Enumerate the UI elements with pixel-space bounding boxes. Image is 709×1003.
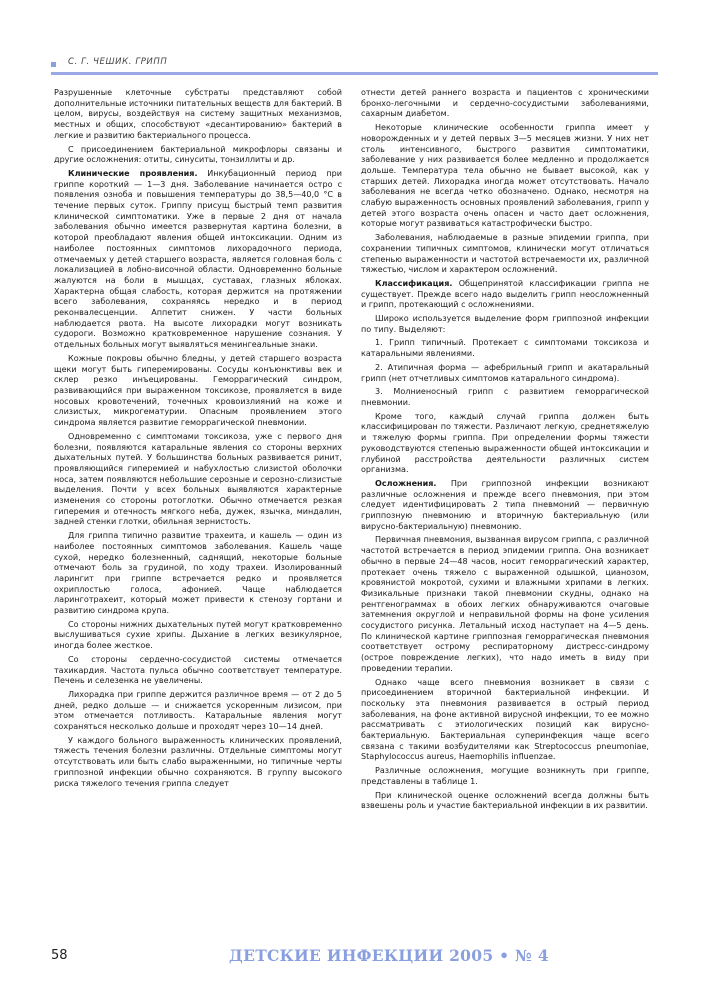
paragraph: Однако чаще всего пневмония возникает в связи с присоединением вторичной бактериальной инфекции. И поскольку эта пневмония развивается в острый период заболевания, на фоне активной вирусной инфекции, то ее можно рассматривать с этиологических позиций как вирусно-бактериальную. Бактериальная суперинфекция чаще всего связана с такими возбудителями как Streptococcus pneumoniae, Staphylococcus aureus, Haemophilis influenzae.	[361, 677, 649, 762]
paragraph: Лихорадка при гриппе держится различное время — от 2 до 5 дней, редко дольше — и снижается ускоренным лизисом, при этом отмечается потливость. Катаральные явления могут сохраняться несколько дольше и проходят через 10—14 дней.	[54, 689, 342, 732]
paragraph: Широко используется выделение форм гриппозной инфекции по типу. Выделяют:	[361, 314, 649, 334]
right-column	[361, 88, 649, 815]
paragraph: Заболевания, наблюдаемые в разные эпидемии гриппа, при сохранении типичных симптомов, клинически могут отличаться степенью выраженности и частотой встречаемости их, различной тяжестью, числом и характером осложнений.	[361, 233, 649, 275]
square-bullet-icon	[51, 62, 56, 67]
runin-heading: Клинические проявления.	[68, 168, 198, 178]
page-footer	[51, 948, 658, 968]
running-title: С. Г. ЧЕШИК. ГРИПП	[68, 57, 168, 67]
paragraph-complications: Осложнения. При гриппозной инфекции возникают различные осложнения и прежде всего пневмония, при этом следует идентифицировать 2 типа пневмоний — первичную гриппозную пневмонию и вторичную бактериальную (или вирусно-бактериальную) пневмонию.	[361, 478, 649, 531]
paragraph: Некоторые клинические особенности гриппа имеет у новорожденных и у детей первых 3—5 месяцев жизни. У них нет столь интенсивного, быстрого развития симптоматики, заболевание у них развивается более медленно и продолжается дольше. Температура тела обычно не бывает высокой, как у старших детей. Лихорадка иногда может отсутствовать. Начало заболевания не всегда четко обозначено. Однако, несмотря на слабую выраженность основных проявлений заболевания, грипп у детей этого возраста очень опасен и часто дает осложнения, которые могут развиваться катастрофически быстро.	[361, 123, 649, 229]
list-item: 3. Молниеносный грипп с развитием геморрагической пневмонии.	[361, 387, 649, 407]
left-column	[54, 88, 342, 792]
paragraph: У каждого больного выраженность клинических проявлений, тяжесть течения болезни различны. Отдельные симптомы могут отсутствовать или быть слабо выраженными, но типичные черты гриппозной инфекции обычно сохраняются. В группу высокого риска тяжелого течения гриппа следует	[54, 735, 342, 788]
paragraph: Со стороны сердечно-сосудистой системы отмечается тахикардия. Частота пульса обычно соответствует температуре. Печень и селезенка не увеличены.	[54, 654, 342, 686]
paragraph-classification: Классификация. Общепринятой классификации гриппа не существует. Прежде всего надо выделить грипп неосложненный и грипп, протекающий с осложнениями.	[361, 278, 649, 310]
paragraph: отнести детей раннего возраста и пациентов с хроническими бронхо-легочными и сердечно-сосудистыми заболеваниями, сахарным диабетом.	[361, 88, 649, 119]
paragraph: Различные осложнения, могущие возникнуть при гриппе, представлены в таблице 1.	[361, 766, 649, 786]
paragraph: Разрушенные клеточные субстраты представляют собой дополнительные источники питательных веществ для бактерий. В целом, вирусы, воздействуя на систему защитных механизмов, местных и общих, способствуют «десантированию» бактерий в легкие и развитию бактериального процесса.	[54, 88, 343, 140]
paragraph: Одновременно с симптомами токсикоза, уже с первого дня болезни, появляются катаральные явления со стороны верхних дыхательных путей. У большинства больных развивается ринит, проявляющийся гиперемией и набухлостью слизистой оболочки носа, затем появляются небольшие серозные и серозно-слизистые выделения. Почти у всех больных выявляются характерные изменения со стороны ротоглотки. Обычно отмечается резкая гиперемия и отечность мягкого неба, дужек, язычка, миндалин, задней стенки глотки, обильная зернистость.	[54, 431, 342, 527]
page-number: 58	[51, 948, 68, 963]
paragraph: Первичная пневмония, вызванная вирусом гриппа, с различной частотой встречается в период эпидемии гриппа. Она возникает обычно в первые 24—48 часов, носит геморрагический характер, протекает очень тяжело с выраженной одышкой, цианозом, кровянистой мокротой, сухими и влажными хрипами в легких. Физикальные признаки такой пневмонии скудны, однако на рентгенограммах в обоих легких обнаруживаются очаговые затемнения округлой и неправильной формы на фоне усиления сосудистого рисунка. Летальный исход наступает на 4—5 день. По клинической картине гриппозная геморрагическая пневмония соответствует острому респираторному дистресс-синдрому (острое повреждение легких), что надо иметь в виду при проведении терапии.	[361, 535, 649, 673]
paragraph: Кожные покровы обычно бледны, у детей старшего возраста щеки могут быть гиперемированы. Сосуды конъюнктивы век и склер резко инъецированы. Геморрагический синдром, развивающийся при выраженном токсикозе, проявляется в виде носовых кровотечений, точечных кровоизлияний на коже и слизистых, микрогематурии. Опасным проявлением этого синдрома является развитие геморрагической пневмонии.	[54, 353, 342, 428]
journal-title: ДЕТСКИЕ ИНФЕКЦИИ 2005 • № 4	[229, 946, 549, 965]
paragraph: Для гриппа типично развитие трахеита, и кашель — один из наиболее постоянных симптомов заболевания. Кашель чаще сухой, нередко болезненный, саднящий, некоторые больные отмечают боль за грудиной, по ходу трахеи. Изолированный ларингит при гриппе встречается редко и проявляется охриплостью голоса, афонией. Чаще наблюдается ларинготрахеит, который может привести к стенозу гортани и развитию синдрома крупа.	[54, 531, 342, 616]
runin-heading: Классификация.	[375, 278, 453, 288]
header-rule	[51, 72, 658, 75]
paragraph-clinical: Клинические проявления. Инкубационный период при гриппе короткий — 1—3 дня. Заболевание начинается остро с появления озноба и повышения температуры до 38,5—40,0 °С в течение первых суток. Гриппу присущ быстрый темп развития клинической симптоматики. Уже в первые 2 дня от начала заболевания обычно имеется развернутая картина болезни, в которой преобладают явления общей интоксикации. Одним из наиболее постоянных симптомов лихорадочного периода, отмечаемых у детей старшего возраста, является головная боль с локализацией в лобно-височной области. Одновременно больные жалуются на боли в мышцах, суставах, глазных яблоках. Характерна общая слабость, которая держится на протяжении всего заболевания, сохраняясь нередко и в период реконвалесценции. Аппетит снижен. У части больных наблюдается рвота. На высоте лихорадки могут возникать судороги. Возможно кратковременное нарушение сознания. У отдельных больных могут выявляться менингеальные знаки.	[54, 168, 342, 350]
running-header	[51, 57, 658, 77]
list-item: 1. Грипп типичный. Протекает с симптомами токсикоза и катаральными явлениями.	[361, 338, 649, 359]
runin-heading: Осложнения.	[375, 478, 437, 488]
paragraph: С присоединением бактериальной микрофлоры связаны и другие осложнения: отиты, синуситы, тонзиллиты и др.	[54, 144, 342, 165]
paragraph: При клинической оценке осложнений всегда должны быть взвешены роль и участие бактериальной инфекции в их развитии.	[361, 790, 649, 811]
paragraph: Кроме того, каждый случай гриппа должен быть классифицирован по тяжести. Различают легкую, среднетяжелую и тяжелую формы гриппа. При определении формы тяжести руководствуются степенью выраженности общей интоксикации и глубиной расстройства деятельности различных систем организма.	[361, 411, 649, 475]
list-item: 2. Атипичная форма — афебрильный грипп и акатаральный грипп (нет отчетливых симптомов катарального синдрома).	[361, 362, 649, 383]
paragraph: Со стороны нижних дыхательных путей могут кратковременно выслушиваться сухие хрипы. Дыхание в легких везикулярное, иногда более жесткое.	[54, 619, 342, 651]
